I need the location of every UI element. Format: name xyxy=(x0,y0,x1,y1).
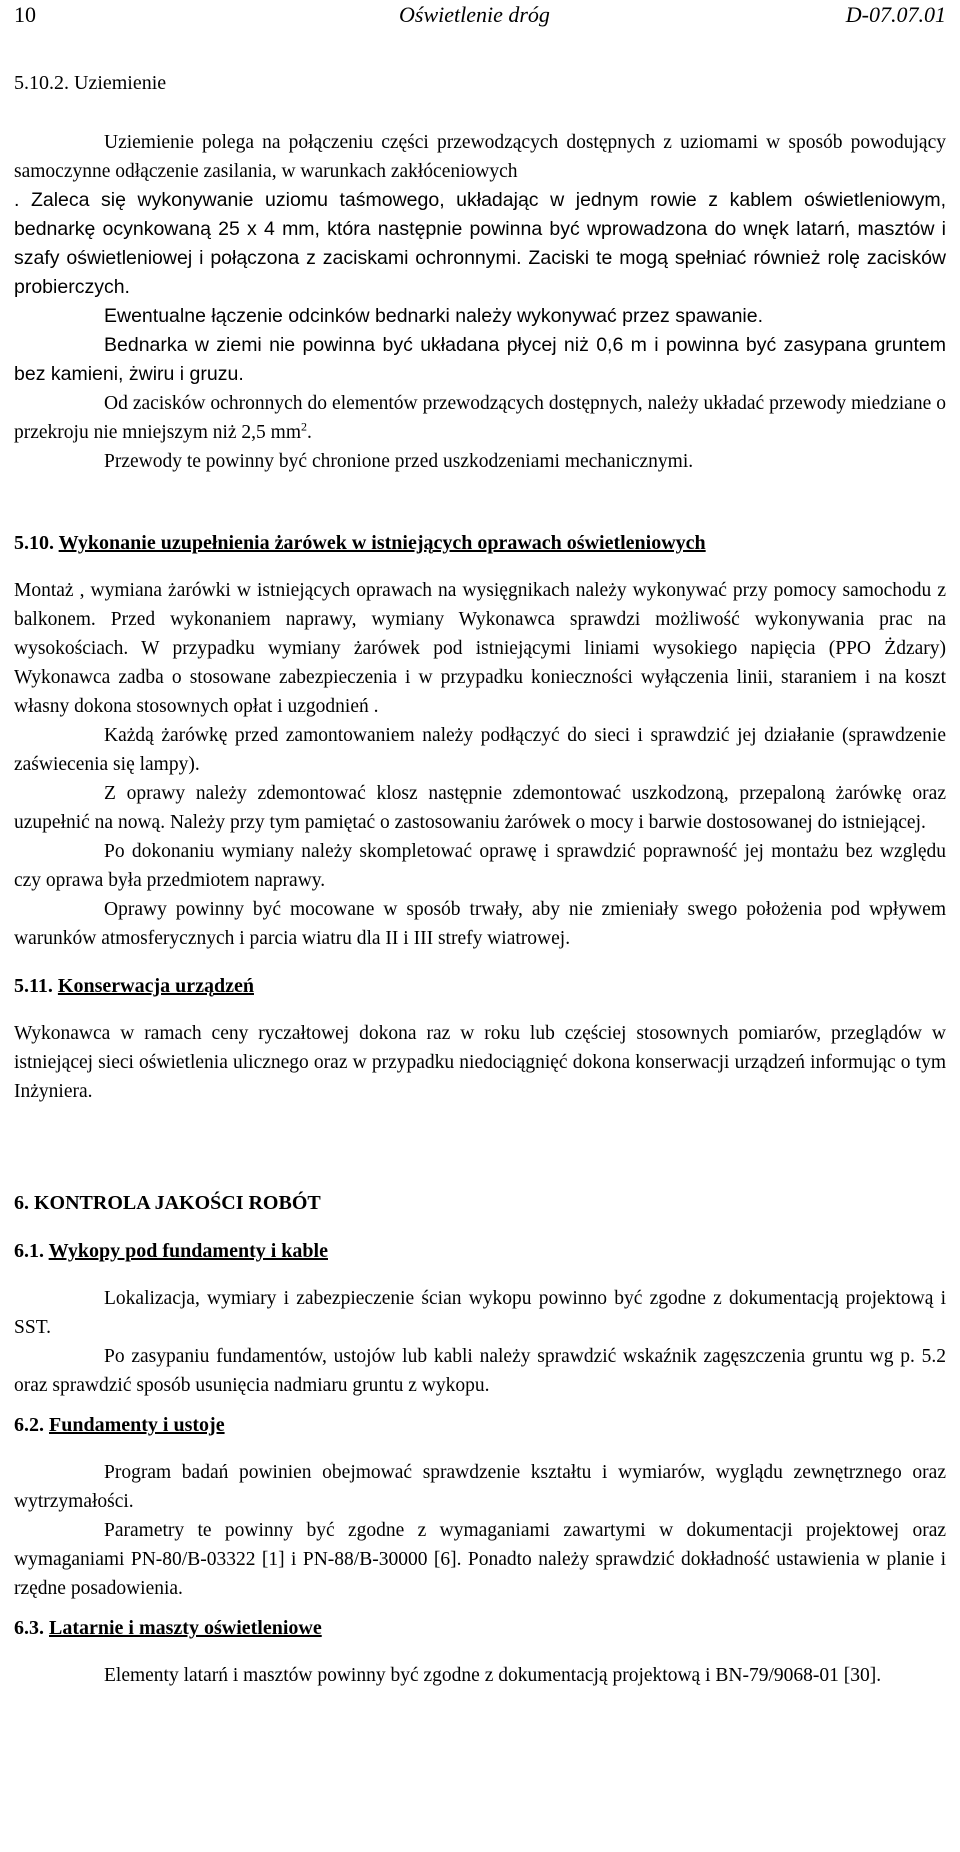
document-body xyxy=(14,68,946,1690)
section-heading-6-3 xyxy=(14,1613,946,1643)
chapter-heading-6: 6. KONTROLA JAKOŚCI ROBÓT xyxy=(14,1192,321,1214)
section-heading-5-10-2 xyxy=(14,68,946,98)
paragraph: Bednarka w ziemi nie powinna być układana płycej niż 0,6 m i powinna być zasypana gruntem bez kamieni, żwiru i gruzu. xyxy=(14,334,946,385)
paragraph-text: Od zacisków ochronnych do elementów przewodzących dostępnych, należy układać przewody miedziane o przekroju nie mniejszym niż 2,5 mm xyxy=(14,393,946,443)
section-heading-5-11 xyxy=(14,971,946,1001)
paragraph: Po dokonaniu wymiany należy skompletować oprawę i sprawdzić poprawność jej montażu bez względu czy oprawa była przedmiotem naprawy. xyxy=(14,841,946,891)
paragraph: Elementy latarń i masztów powinny być zgodne z dokumentacją projektową i BN-79/9068-01 [30]. xyxy=(104,1665,882,1686)
paragraph: Z oprawy należy zdemontować klosz następnie zdemontować uszkodzoną, przepaloną żarówkę oraz uzupełnić na nową. Należy przy tym pamiętać o zastosowaniu żarówek o mocy i barwie dostosowanej do istniejącej. xyxy=(14,783,946,833)
paragraph-text: . xyxy=(307,422,312,443)
paragraph: Montaż , wymiana żarówki w istniejących oprawach na wysięgnikach należy wykonywać przy pomocy samochodu z balkonem. Przed wykonaniem naprawy, wymiany Wykonawca sprawdzi możliwość wykonywania prac na wysokościach. W przypadku wymiany żarówek pod istniejącymi liniami wysokiego napięcia (PPO Żdzary) Wykonawca zadba o stosowane zabezpieczenia i w przypadku konieczności wyłączenia linii, staraniem i na koszt własny dokona stosownych opłat i uzgodnień . xyxy=(14,580,946,717)
section-number: 5.11. xyxy=(14,975,53,997)
paragraph xyxy=(14,128,946,302)
document-code: D-07.07.01 xyxy=(845,2,946,27)
section-title: Wykopy pod fundamenty i kable xyxy=(48,1240,328,1262)
paragraph: Lokalizacja, wymiary i zabezpieczenie ścian wykopu powinno być zgodne z dokumentacją projektową i SST. xyxy=(14,1288,946,1338)
section-number: 6.1. xyxy=(14,1240,44,1262)
paragraph xyxy=(14,389,946,447)
superscript: 2 xyxy=(301,419,308,434)
paragraph: Oprawy powinny być mocowane w sposób trwały, aby nie zmieniały swego położenia pod wpływem warunków atmosferycznych i parcia wiatru dla II i III strefy wiatrowej. xyxy=(14,899,946,949)
paragraph: Po zasypaniu fundamentów, ustojów lub kabli należy sprawdzić wskaźnik zagęszczenia gruntu wg p. 5.2 oraz sprawdzić sposób usunięcia nadmiaru gruntu z wykopu. xyxy=(14,1346,946,1396)
paragraph: Przewody te powinny być chronione przed uszkodzeniami mechanicznymi. xyxy=(104,451,694,472)
section-heading-5-10 xyxy=(14,528,946,558)
section-heading-6-1 xyxy=(14,1236,946,1266)
section-title: Uziemienie xyxy=(74,72,167,94)
section-heading-6-2 xyxy=(14,1410,946,1440)
page-header xyxy=(14,2,946,42)
paragraph: Wykonawca w ramach ceny ryczałtowej dokona raz w roku lub częściej stosownych pomiarów, przeglądów w istniejącej sieci oświetlenia ulicznego oraz w przypadku niedociągnięć dokona konserwacji urządzeń informując o tym Inżyniera. xyxy=(14,1023,946,1102)
section-title: Konserwacja urządzeń xyxy=(57,975,254,997)
section-title: Wykonanie uzupełnienia żarówek w istniejących oprawach oświetleniowych xyxy=(58,532,706,554)
page-number: 10 xyxy=(14,2,36,27)
paragraph-text: Uziemienie polega na połączeniu części przewodzących dostępnych z uziomami w sposób powodujący samoczynne odłączenie zasilania, w warunkach zakłóceniowych xyxy=(14,132,946,182)
document-title: Oświetlenie dróg xyxy=(399,2,550,27)
paragraph: Ewentualne łączenie odcinków bednarki należy wykonywać przez spawanie. xyxy=(104,305,764,327)
paragraph: Każdą żarówkę przed zamontowaniem należy podłączyć do sieci i sprawdzić jej działanie (sprawdzenie zaświecenia się lampy). xyxy=(14,725,946,775)
section-number: 5.10. xyxy=(14,532,54,554)
section-number: 6.3. xyxy=(14,1617,44,1639)
paragraph: Program badań powinien obejmować sprawdzenie kształtu i wymiarów, wyglądu zewnętrznego oraz wytrzymałości. xyxy=(14,1462,946,1512)
section-title: Latarnie i maszty oświetleniowe xyxy=(49,1617,322,1639)
section-number: 6.2. xyxy=(14,1414,44,1436)
paragraph: Parametry te powinny być zgodne z wymaganiami zawartymi w dokumentacji projektowej oraz wymaganiami PN-80/B-03322 [1] i PN-88/B-30000 [6]. Ponadto należy sprawdzić dokładność ustawienia w planie i rzędne posadowienia. xyxy=(14,1520,946,1599)
section-title: Fundamenty i ustoje xyxy=(49,1414,225,1436)
section-number: 5.10.2. xyxy=(14,72,69,94)
paragraph-text: . Zaleca się wykonywanie uziomu taśmowego, układając w jednym rowie z kablem oświetleniowym, bednarkę ocynkowaną 25 x 4 mm, która następnie powinna być wprowadzona do wnęk latarń, masztów i szafy oświetleniowej i połączona z zaciskami ochronnymi. Zaciski te mogą spełniać również rolę zacisków probierczych. xyxy=(14,189,946,298)
